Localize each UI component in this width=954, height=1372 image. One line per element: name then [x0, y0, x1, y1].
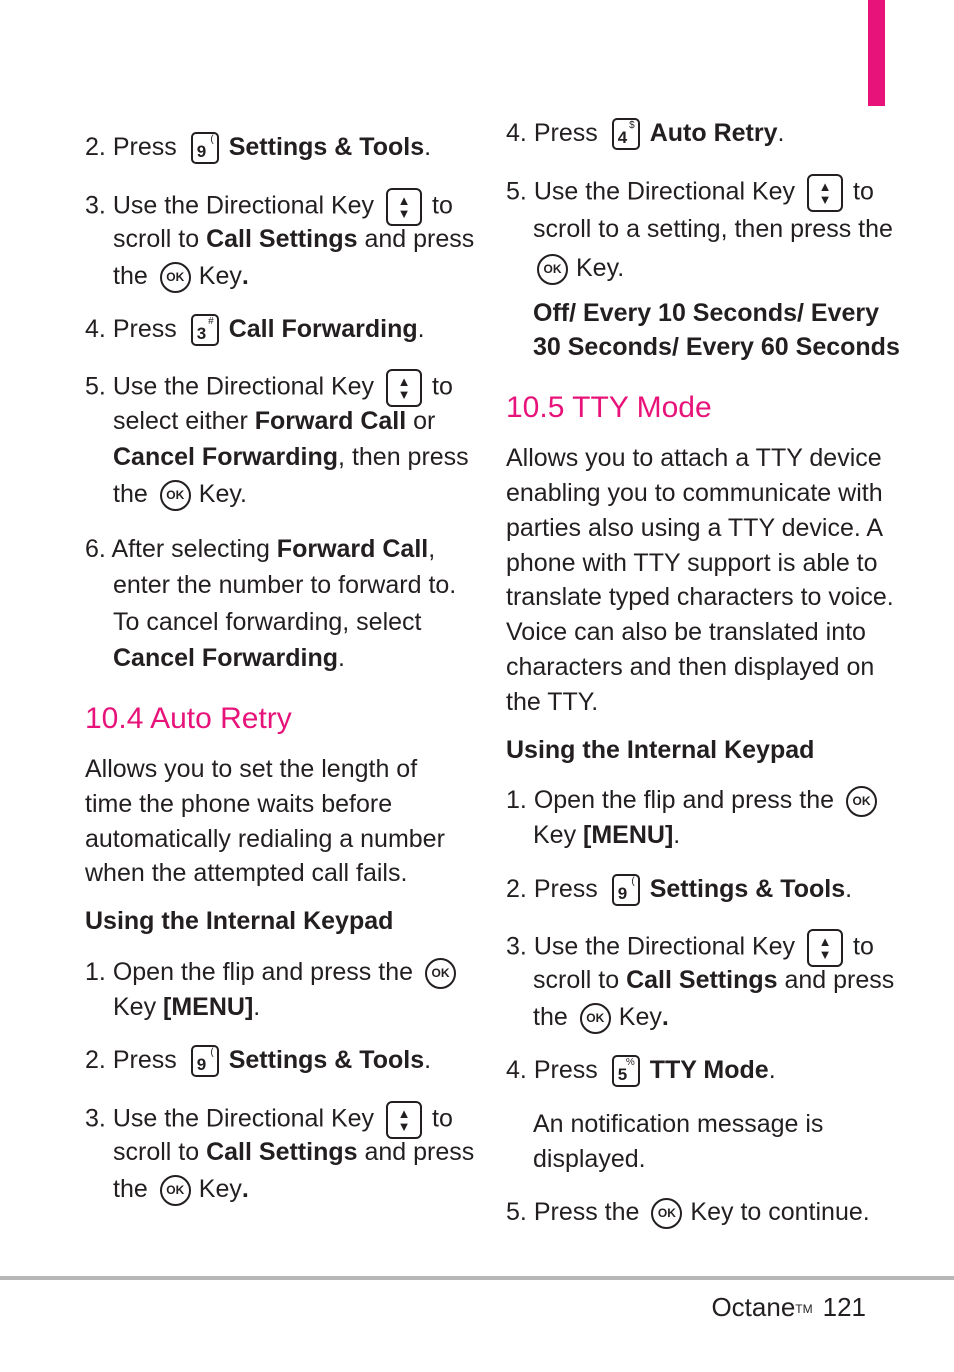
- step-line: scroll to Call Settings and press: [113, 225, 475, 253]
- ok-key-icon: OK: [580, 1003, 611, 1034]
- paragraph-line: the TTY.: [506, 688, 599, 716]
- step-press-call-forwarding: 4. Press # 3 Call Forwarding.: [85, 314, 425, 346]
- paragraph-line: characters and then displayed on: [506, 653, 875, 681]
- directional-key-icon: ▲ ▼: [386, 369, 422, 407]
- ok-key-icon: OK: [537, 254, 568, 285]
- step-line: the OK Key.: [113, 479, 247, 511]
- step-line: select either Forward Call or: [113, 407, 436, 435]
- step-line: Key [MENU].: [533, 821, 681, 849]
- paragraph-line: Voice can also be translated into: [506, 618, 866, 646]
- step-line: the OK Key.: [113, 261, 249, 293]
- directional-key-icon: ▲ ▼: [807, 174, 843, 212]
- step-directional-key: 3. Use the Directional Key ▲ ▼ to: [506, 929, 874, 967]
- paragraph-line: translate typed characters to voice.: [506, 583, 894, 611]
- step-line: the OK Key.: [533, 1002, 669, 1034]
- step-directional-key: 3. Use the Directional Key ▲ ▼ to: [85, 188, 453, 226]
- subheading-internal-keypad: Using the Internal Keypad: [506, 736, 815, 764]
- directional-key-icon: ▲ ▼: [386, 188, 422, 226]
- step-line: enter the number to forward to.: [113, 571, 457, 599]
- step-line: scroll to Call Settings and press: [113, 1138, 475, 1166]
- paragraph-line: enabling you to communicate with: [506, 479, 883, 507]
- step-after-selecting: 6. After selecting Forward Call,: [85, 535, 436, 563]
- footer-rule: [0, 1276, 954, 1280]
- step-line: To cancel forwarding, select: [113, 608, 422, 636]
- step-line: Cancel Forwarding.: [113, 644, 345, 672]
- key-9-icon: ( 9: [191, 132, 219, 164]
- ok-key-icon: OK: [160, 1175, 191, 1206]
- page-footer: [711, 1290, 866, 1324]
- step-line: scroll to a setting, then press the: [533, 215, 893, 243]
- section-heading-tty-mode: 10.5 TTY Mode: [506, 391, 712, 424]
- step-directional-key: 5. Use the Directional Key ▲ ▼ to: [85, 369, 453, 407]
- ok-key-icon: OK: [160, 262, 191, 293]
- step-directional-key: 3. Use the Directional Key ▲ ▼ to: [85, 1101, 453, 1139]
- step-press-tty-mode: 4. Press % 5 TTY Mode.: [506, 1055, 776, 1087]
- step-press-settings-tools: 2. Press ( 9 Settings & Tools.: [85, 132, 431, 164]
- step-line: OK Key.: [533, 253, 624, 285]
- step-line: the OK Key.: [113, 1174, 249, 1206]
- step-line: Cancel Forwarding, then press: [113, 443, 469, 471]
- paragraph-line: automatically redialing a number: [85, 825, 445, 853]
- trademark: TM: [795, 1302, 813, 1316]
- key-5-icon: % 5: [612, 1055, 640, 1087]
- paragraph-line: parties also using a TTY device. A: [506, 514, 884, 542]
- step-press-settings-tools: 2. Press ( 9 Settings & Tools.: [85, 1045, 431, 1077]
- key-4-icon: $ 4: [612, 118, 640, 150]
- ok-key-icon: OK: [160, 480, 191, 511]
- paragraph-line: when the attempted call fails.: [85, 859, 408, 887]
- directional-key-icon: ▲ ▼: [807, 929, 843, 967]
- step-open-flip: 1. Open the flip and press the OK: [85, 957, 464, 989]
- paragraph-line: Allows you to attach a TTY device: [506, 444, 882, 472]
- option-list-line: Off/ Every 10 Seconds/ Every: [533, 299, 880, 327]
- section-heading-auto-retry: 10.4 Auto Retry: [85, 702, 292, 735]
- subheading-internal-keypad: Using the Internal Keypad: [85, 907, 394, 935]
- key-3-icon: # 3: [191, 314, 219, 346]
- step-line: scroll to Call Settings and press: [533, 966, 895, 994]
- key-9-icon: ( 9: [612, 874, 640, 906]
- ok-key-icon: OK: [425, 958, 456, 989]
- paragraph-line: phone with TTY support is able to: [506, 549, 878, 577]
- step-directional-key: 5. Use the Directional Key ▲ ▼ to: [506, 174, 874, 212]
- step-press-ok-continue: 5. Press the OK Key to continue.: [506, 1197, 870, 1229]
- step-press-auto-retry: 4. Press $ 4 Auto Retry.: [506, 118, 784, 150]
- step-press-settings-tools: 2. Press ( 9 Settings & Tools.: [506, 874, 852, 906]
- step-line: Key [MENU].: [113, 993, 261, 1021]
- page-number: 121: [822, 1292, 866, 1322]
- step-open-flip: 1. Open the flip and press the OK: [506, 785, 885, 817]
- paragraph-line: time the phone waits before: [85, 790, 393, 818]
- chapter-tab-marker: [868, 0, 885, 106]
- note-line: displayed.: [533, 1145, 646, 1173]
- ok-key-icon: OK: [651, 1198, 682, 1229]
- ok-key-icon: OK: [846, 786, 877, 817]
- directional-key-icon: ▲ ▼: [386, 1101, 422, 1139]
- footer-brand: Octane: [711, 1292, 796, 1322]
- note-line: An notification message is: [533, 1110, 824, 1138]
- paragraph-line: Allows you to set the length of: [85, 755, 418, 783]
- option-list-line: 30 Seconds/ Every 60 Seconds: [533, 333, 900, 361]
- key-9-icon: ( 9: [191, 1045, 219, 1077]
